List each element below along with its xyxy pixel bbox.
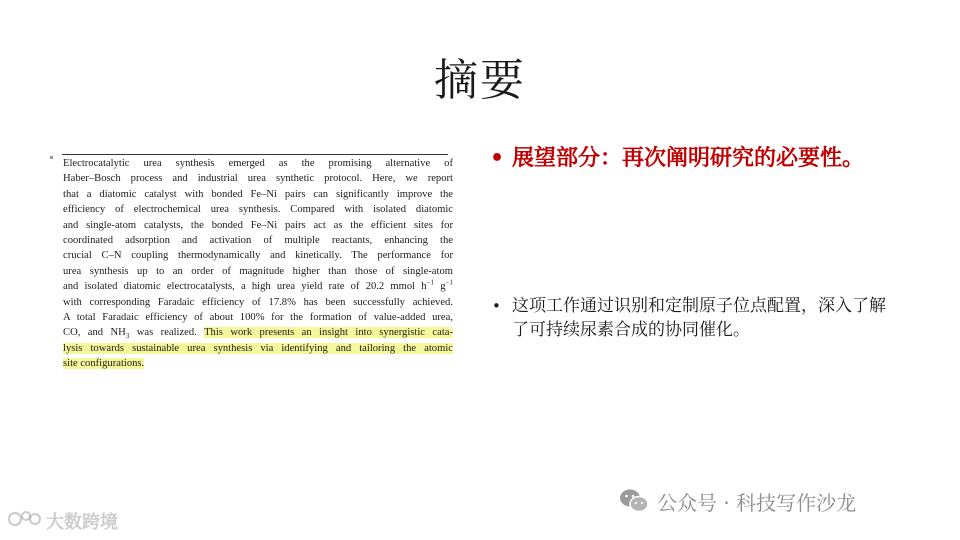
abstract-line (63, 279, 453, 294)
corner-watermark (8, 508, 118, 534)
slide-title: 摘要 (434, 55, 526, 106)
abstract-excerpt (63, 156, 453, 372)
abstract-line (63, 356, 453, 371)
abstract-line: crucial C–N coupling thermodynamically and kinetically. The performance for (63, 250, 453, 262)
abstract-line (63, 341, 453, 356)
decorative-dot (50, 156, 53, 159)
superscript: −1 (445, 278, 453, 287)
abstract-text: g (434, 281, 446, 293)
abstract-line (63, 325, 453, 340)
abstract-line: coordinated adsorption and activation of multiple reactants, enhancing the (63, 235, 453, 247)
superscript: −1 (426, 278, 435, 287)
abstract-line: Electrocatalytic urea synthesis emerged as the promising alternative of (63, 158, 453, 169)
abstract-line: with corresponding Faradaic efficiency of 17.8% has been successfully achieved. (63, 296, 453, 308)
wechat-icon (619, 488, 649, 514)
watermark-text: 大数跨境 (46, 512, 118, 533)
bullet-dot-icon: • (492, 297, 501, 315)
abstract-line: urea synthesis up to an order of magnitude higher than those of single-atom (63, 265, 453, 277)
abstract-top-rule (62, 154, 448, 155)
watermark-logo-icon (8, 509, 42, 534)
abstract-text: was realized. (129, 327, 205, 339)
highlighted-text: site configurations. (63, 358, 145, 370)
wechat-account-label: 公众号 · 科技写作沙龙 (657, 490, 857, 515)
highlighted-text: This work presents an insight into synergistic cata- (204, 327, 454, 339)
abstract-line: A total Faradaic efficiency of about 100% for the formation of value-added urea, (63, 312, 453, 324)
abstract-line: that a diatomic catalyst with bonded Fe–Ni pairs can significantly improve the (63, 188, 453, 200)
abstract-text: CO, and NH (63, 327, 126, 339)
abstract-line: efficiency of electrochemical urea synthesis. Compared with isolated diatomic (63, 204, 453, 216)
highlighted-text: lysis towards sustainable urea synthesis via identifying and tailoring the atomic (63, 342, 453, 354)
subscript: 3 (125, 332, 130, 341)
abstract-text: and isolated diatomic electrocatalysts, a high urea yield rate of 20.2 mmol h (63, 281, 427, 293)
bullet-dot-icon: • (490, 146, 505, 171)
abstract-line: Haber–Bosch process and industrial urea synthetic protocol. Here, we report (63, 173, 453, 185)
wechat-watermark (619, 486, 856, 516)
abstract-line: and single-atom catalysts, the bonded Fe–Ni pairs act as the efficient sites for (63, 219, 453, 231)
outlook-text: 展望部分：再次阐明研究的必要性。 (512, 146, 865, 171)
summary-text: 这项工作通过识别和定制原子位点配置，深入了解了可持续尿素合成的协同催化。 (512, 296, 886, 340)
